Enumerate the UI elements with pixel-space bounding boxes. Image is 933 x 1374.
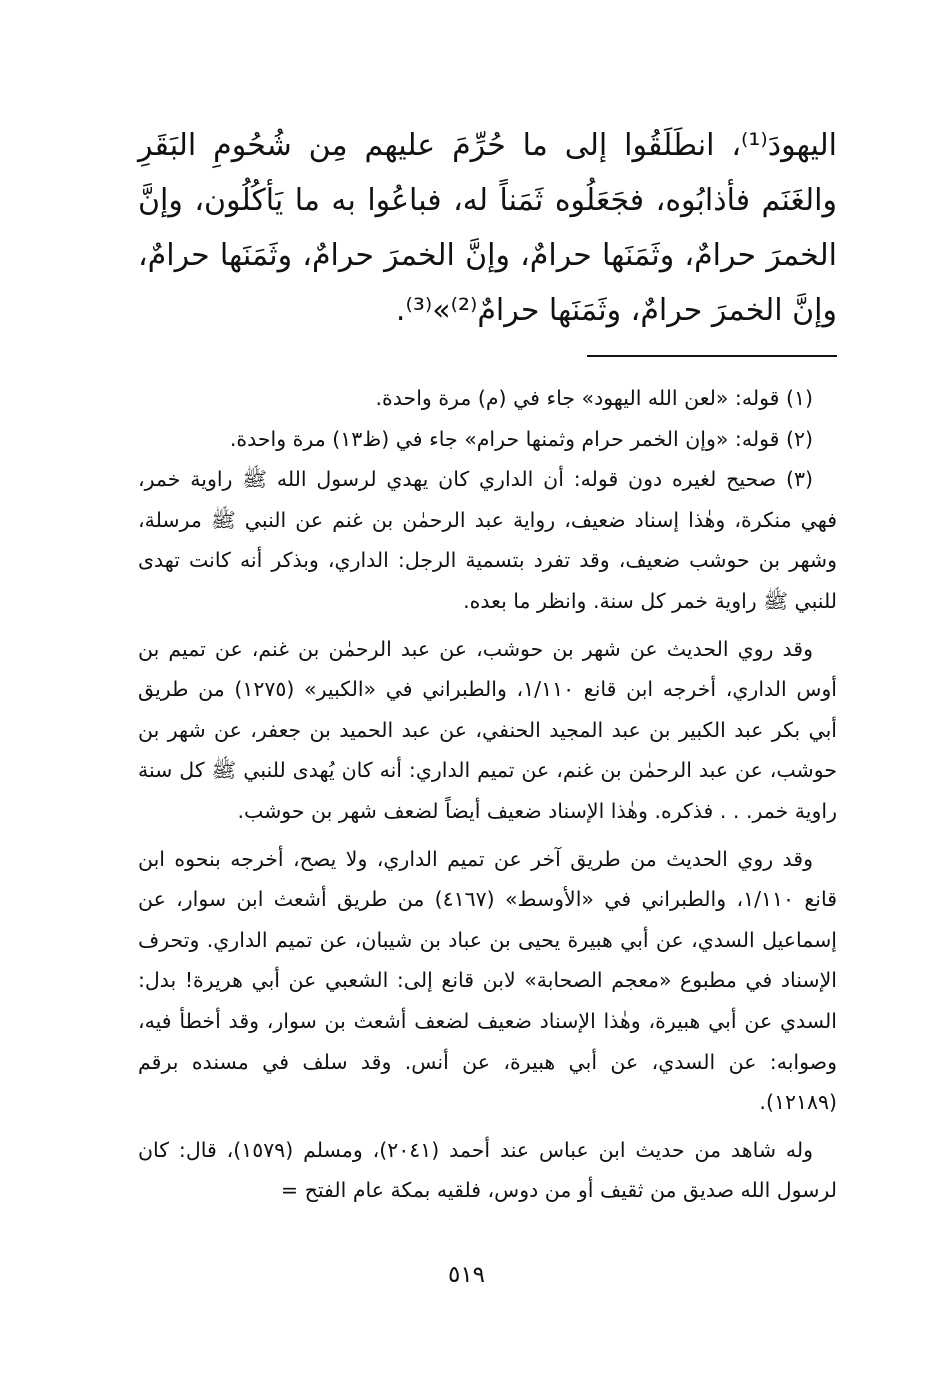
footnote-paragraph: وقد روي الحديث عن شهر بن حوشب، عن عبد الرحمٰن بن غنم، عن تميم بن أوس الداري، أخرجه ابن قانع ١/١١٠، والطبراني في «الكبير» (١٢٧٥) من طريق أبي بكر عبد الكبير بن عبد المجيد الحنفي، عن عبد الحميد بن جعفر، عن شهر بن حوشب، عن عبد الرحمٰن بن غنم، عن تميم الداري: أنه كان يُهدى للنبي ﷺ كل سنة راوية خمر. . . فذكره. وهٰذا الإسناد ضعيف أيضاً لضعف شهر بن حوشب. [138,636,837,823]
main-text [138,118,837,338]
page-number: ٥١٩ [447,1262,486,1288]
footnote-separator [587,355,837,357]
footnotes [138,378,837,1211]
footnote-paragraph: وقد روي الحديث من طريق آخر عن تميم الداري، ولا يصح، أخرجه بنحوه ابن قانع ١/١١٠، والطبراني في «الأوسط» (٤١٦٧) من طريق أشعث ابن سوار، عن إسماعيل السدي، عن أبي هبيرة يحيى بن عباد بن شيبان، عن تميم الداري. وتحرف الإسناد في مطبوع «معجم الصحابة» لابن قانع إلى: الشعبي عن أبي هريرة! بدل: السدي عن أبي هبيرة، وهٰذا الإسناد ضعيف لضعف أشعث بن سوار، وقد أخطأ فيه، وصوابه: عن السدي، عن أبي هبيرة، عن أنس. وقد سلف في مسنده برقم (١٢١٨٩). [138,846,837,1115]
footnote-3: (٣) صحيح لغيره دون قوله: أن الداري كان يهدي لرسول الله ﷺ راوية خمر، فهي منكرة، وهٰذا إسناد ضعيف، رواية عبد الرحمٰن بن غنم عن النبي ﷺ مرسلة، وشهر بن حوشب ضعيف، وقد تفرد بتسمية الرجل: الداري، وبذكر أنه كانت تهدى للنبي ﷺ راوية خمر كل سنة. وانظر ما بعده. [138,467,837,613]
footnote-paragraph: وله شاهد من حديث ابن عباس عند أحمد (٢٠٤١)، ومسلم (١٥٧٩)، قال: كان لرسول الله صديق من ثقيف أو من دوس، فلقيه بمكة عام الفتح = [138,1137,837,1203]
footnote-2: (٢) قوله: «وإن الخمر حرام وثمنها حرام» جاء في (ظ١٣) مرة واحدة. [229,426,813,451]
footnote-1: (١) قوله: «لعن الله اليهود» جاء في (م) مرة واحدة. [375,386,813,410]
main-paragraph: اليهودَ⁽¹⁾، انطَلَقُوا إلى ما حُرِّمَ عليهم مِن شُحُومِ البَقَرِ والغَنَم فأذابُوه، فجَعَلُوه ثَمَناً له، فباعُوا به ما يَأكُلُون، وإنَّ الخمرَ حرامٌ، وثَمَنَها حرامٌ، وإنَّ الخمرَ حرامٌ، وثَمَنَها حرامٌ، وإنَّ الخمرَ حرامٌ، وثَمَنَها حرامٌ⁽²⁾»⁽³⁾. [138,128,837,328]
